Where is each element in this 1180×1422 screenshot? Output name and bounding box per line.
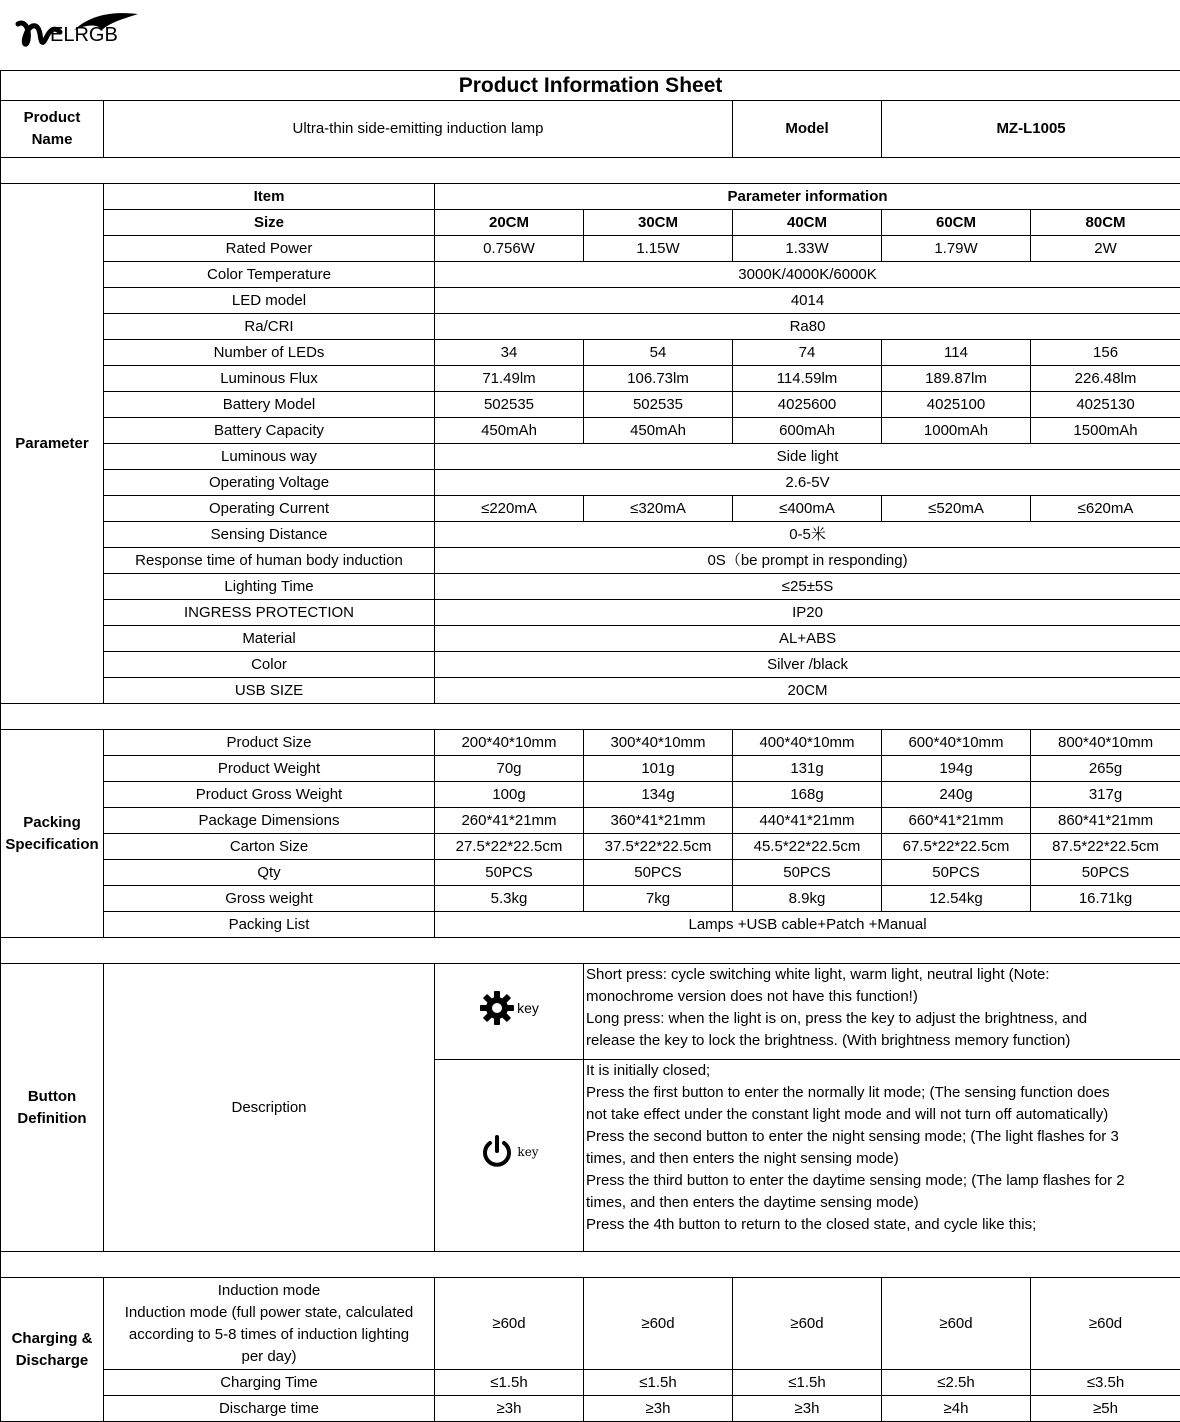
row-label: Product Size <box>104 730 435 756</box>
row-value: 360*41*21mm <box>584 808 733 834</box>
row-label: Luminous way <box>104 444 435 470</box>
row-value: 114.59lm <box>733 366 882 392</box>
row-value: ≤25±5S <box>435 574 1180 600</box>
row-value: 800*40*10mm <box>1031 730 1180 756</box>
description-line: Press the 4th button to return to the closed state, and cycle like this; <box>586 1216 1037 1233</box>
row-value: ≤2.5h <box>882 1370 1031 1396</box>
row-value: Lamps +USB cable+Patch +Manual <box>435 912 1180 938</box>
row-value: 860*41*21mm <box>1031 808 1180 834</box>
row-label: LED model <box>104 288 435 314</box>
key-label: key <box>517 1145 539 1159</box>
description-line: release the key to lock the brightness. (With brightness memory function) <box>586 1032 1071 1049</box>
row-value: 502535 <box>435 392 584 418</box>
description-line: Press the first button to enter the normally lit mode; (The sensing function does <box>586 1084 1110 1101</box>
row-value: 134g <box>584 782 733 808</box>
row-value: ≤400mA <box>733 496 882 522</box>
row-label: Packing List <box>104 912 435 938</box>
row-value: 400*40*10mm <box>733 730 882 756</box>
row-value: 265g <box>1031 756 1180 782</box>
row-value: Silver /black <box>435 652 1180 678</box>
description-line: Press the second button to enter the night sensing mode; (The light flashes for 3 <box>586 1128 1119 1145</box>
row-value: ≤320mA <box>584 496 733 522</box>
brand-logo-text: ELRGB <box>50 24 118 46</box>
row-value: 194g <box>882 756 1031 782</box>
row-label: Color Temperature <box>104 262 435 288</box>
row-value: 1.15W <box>584 236 733 262</box>
row-value: 189.87lm <box>882 366 1031 392</box>
row-label: Luminous Flux <box>104 366 435 392</box>
row-value: AL+ABS <box>435 626 1180 652</box>
row-value: 4025130 <box>1031 392 1180 418</box>
description-line: Press the third button to enter the daytime sensing mode; (The lamp flashes for 2 <box>586 1172 1125 1189</box>
row-value: 240g <box>882 782 1031 808</box>
row-label: Carton Size <box>104 834 435 860</box>
row-value: 450mAh <box>435 418 584 444</box>
induction-label-line: according to 5-8 times of induction lighting <box>128 1325 410 1343</box>
row-value: ≤3.5h <box>1031 1370 1180 1396</box>
row-value: 260*41*21mm <box>435 808 584 834</box>
row-value: 2W <box>1031 236 1180 262</box>
row-value: 12.54kg <box>882 886 1031 912</box>
row-value: ≥3h <box>435 1396 584 1422</box>
spacer-row <box>1 938 1180 964</box>
row-value: 4025100 <box>882 392 1031 418</box>
spacer-row <box>1 704 1180 730</box>
row-label: USB SIZE <box>104 678 435 704</box>
row-value: 1.33W <box>733 236 882 262</box>
row-value: 54 <box>584 340 733 366</box>
description-line: Long press: when the light is on, press the key to adjust the brightness, and <box>586 1010 1088 1027</box>
row-value: 71.49lm <box>435 366 584 392</box>
row-value: 131g <box>733 756 882 782</box>
row-value: 16.71kg <box>1031 886 1180 912</box>
size-label: Size <box>104 210 435 236</box>
row-value: 50PCS <box>435 860 584 886</box>
row-value: 4014 <box>435 288 1180 314</box>
section-parameter: Parameter <box>1 184 104 704</box>
product-name-value: Ultra-thin side-emitting induction lamp <box>104 101 733 158</box>
row-value: ≤1.5h <box>584 1370 733 1396</box>
description-line: monochrome version does not have this function!) <box>586 988 918 1005</box>
row-value: 27.5*22*22.5cm <box>435 834 584 860</box>
row-value: ≥3h <box>733 1396 882 1422</box>
size-header: 40CM <box>733 210 882 236</box>
row-value: 37.5*22*22.5cm <box>584 834 733 860</box>
row-value: 440*41*21mm <box>733 808 882 834</box>
row-value: 5.3kg <box>435 886 584 912</box>
description-line: It is initially closed; <box>586 1062 711 1079</box>
row-value: 0-5米 <box>435 522 1180 548</box>
description-line: not take effect under the constant light mode and will not turn off automatically) <box>586 1106 1109 1123</box>
row-value: ≥3h <box>584 1396 733 1422</box>
row-value: 168g <box>733 782 882 808</box>
key-description <box>584 964 1180 1060</box>
row-value: 4025600 <box>733 392 882 418</box>
key-wrap <box>479 990 539 1026</box>
row-value: 300*40*10mm <box>584 730 733 756</box>
key-cell <box>435 964 584 1060</box>
row-label: Sensing Distance <box>104 522 435 548</box>
section-charging: Charging & Discharge <box>1 1278 104 1422</box>
row-label: Operating Voltage <box>104 470 435 496</box>
induction-label-line: Induction mode <box>217 1281 321 1299</box>
row-label: Response time of human body induction <box>104 548 435 574</box>
row-value: ≥5h <box>1031 1396 1180 1422</box>
description-line: times, and then enters the night sensing mode) <box>586 1150 899 1167</box>
row-value: ≤620mA <box>1031 496 1180 522</box>
row-label: Number of LEDs <box>104 340 435 366</box>
row-value: IP20 <box>435 600 1180 626</box>
row-label: Material <box>104 626 435 652</box>
row-value: 8.9kg <box>733 886 882 912</box>
row-label: Qty <box>104 860 435 886</box>
row-value: 200*40*10mm <box>435 730 584 756</box>
gear-icon <box>479 990 515 1026</box>
section-button-definition: Button Definition <box>1 964 104 1252</box>
row-value: ≤1.5h <box>733 1370 882 1396</box>
row-value: 45.5*22*22.5cm <box>733 834 882 860</box>
parameter-info-header: Parameter information <box>435 184 1180 210</box>
row-value: 7kg <box>584 886 733 912</box>
row-value: 67.5*22*22.5cm <box>882 834 1031 860</box>
row-value: 1000mAh <box>882 418 1031 444</box>
row-value: ≤1.5h <box>435 1370 584 1396</box>
row-label: Color <box>104 652 435 678</box>
power-icon <box>479 1134 515 1170</box>
key-description <box>584 1060 1180 1252</box>
row-value: 0S（be prompt in responding) <box>435 548 1180 574</box>
induction-label-line: per day) <box>241 1347 297 1365</box>
row-value: 0.756W <box>435 236 584 262</box>
product-info-table <box>0 70 1180 1422</box>
size-header: 80CM <box>1031 210 1180 236</box>
row-value: 156 <box>1031 340 1180 366</box>
row-label: Lighting Time <box>104 574 435 600</box>
row-value: 20CM <box>435 678 1180 704</box>
row-value: ≥60d <box>882 1278 1031 1370</box>
row-value: 50PCS <box>882 860 1031 886</box>
row-label: Product Weight <box>104 756 435 782</box>
row-value: 114 <box>882 340 1031 366</box>
row-value: 34 <box>435 340 584 366</box>
row-label: Battery Model <box>104 392 435 418</box>
row-label: Package Dimensions <box>104 808 435 834</box>
row-value: 1.79W <box>882 236 1031 262</box>
description-line: times, and then enters the daytime sensing mode) <box>586 1194 919 1211</box>
row-value: 317g <box>1031 782 1180 808</box>
row-label: Discharge time <box>104 1396 435 1422</box>
row-value: Side light <box>435 444 1180 470</box>
induction-mode-label <box>104 1278 435 1370</box>
row-value: 502535 <box>584 392 733 418</box>
row-value: ≥60d <box>584 1278 733 1370</box>
key-label: key <box>517 1000 539 1016</box>
key-wrap <box>479 1134 538 1170</box>
row-value: ≥60d <box>1031 1278 1180 1370</box>
row-value: ≥4h <box>882 1396 1031 1422</box>
row-value: 1500mAh <box>1031 418 1180 444</box>
row-label: Rated Power <box>104 236 435 262</box>
size-header: 30CM <box>584 210 733 236</box>
row-value: ≥60d <box>435 1278 584 1370</box>
row-label: Battery Capacity <box>104 418 435 444</box>
size-header: 20CM <box>435 210 584 236</box>
row-value: 87.5*22*22.5cm <box>1031 834 1180 860</box>
spacer-row <box>1 158 1180 184</box>
row-value: 3000K/4000K/6000K <box>435 262 1180 288</box>
row-value: 660*41*21mm <box>882 808 1031 834</box>
model-label: Model <box>733 101 882 158</box>
row-value: 2.6-5V <box>435 470 1180 496</box>
section-packing: Packing Specification <box>1 730 104 938</box>
row-value: 100g <box>435 782 584 808</box>
sheet-title: Product Information Sheet <box>1 71 1180 101</box>
induction-label-line: Induction mode (full power state, calculated <box>124 1303 414 1321</box>
row-value: 600mAh <box>733 418 882 444</box>
item-header: Item <box>104 184 435 210</box>
row-value: 450mAh <box>584 418 733 444</box>
row-value: ≤520mA <box>882 496 1031 522</box>
row-value: 70g <box>435 756 584 782</box>
product-name-label: Product Name <box>1 101 104 158</box>
spacer-row <box>1 1252 1180 1278</box>
row-value: ≤220mA <box>435 496 584 522</box>
model-value: MZ-L1005 <box>882 101 1180 158</box>
row-value: 106.73lm <box>584 366 733 392</box>
row-label: Operating Current <box>104 496 435 522</box>
description-label: Description <box>104 964 435 1252</box>
key-cell <box>435 1060 584 1252</box>
size-header: 60CM <box>882 210 1031 236</box>
row-label: INGRESS PROTECTION <box>104 600 435 626</box>
row-label: Charging Time <box>104 1370 435 1396</box>
description-line: Short press: cycle switching white light, warm light, neutral light (Note: <box>586 966 1050 983</box>
row-value: 74 <box>733 340 882 366</box>
row-value: 101g <box>584 756 733 782</box>
row-label: Ra/CRI <box>104 314 435 340</box>
row-value: 50PCS <box>1031 860 1180 886</box>
row-label: Product Gross Weight <box>104 782 435 808</box>
row-label: Gross weight <box>104 886 435 912</box>
row-value: ≥60d <box>733 1278 882 1370</box>
row-value: 600*40*10mm <box>882 730 1031 756</box>
row-value: 50PCS <box>584 860 733 886</box>
row-value: Ra80 <box>435 314 1180 340</box>
row-value: 50PCS <box>733 860 882 886</box>
row-value: 226.48lm <box>1031 366 1180 392</box>
